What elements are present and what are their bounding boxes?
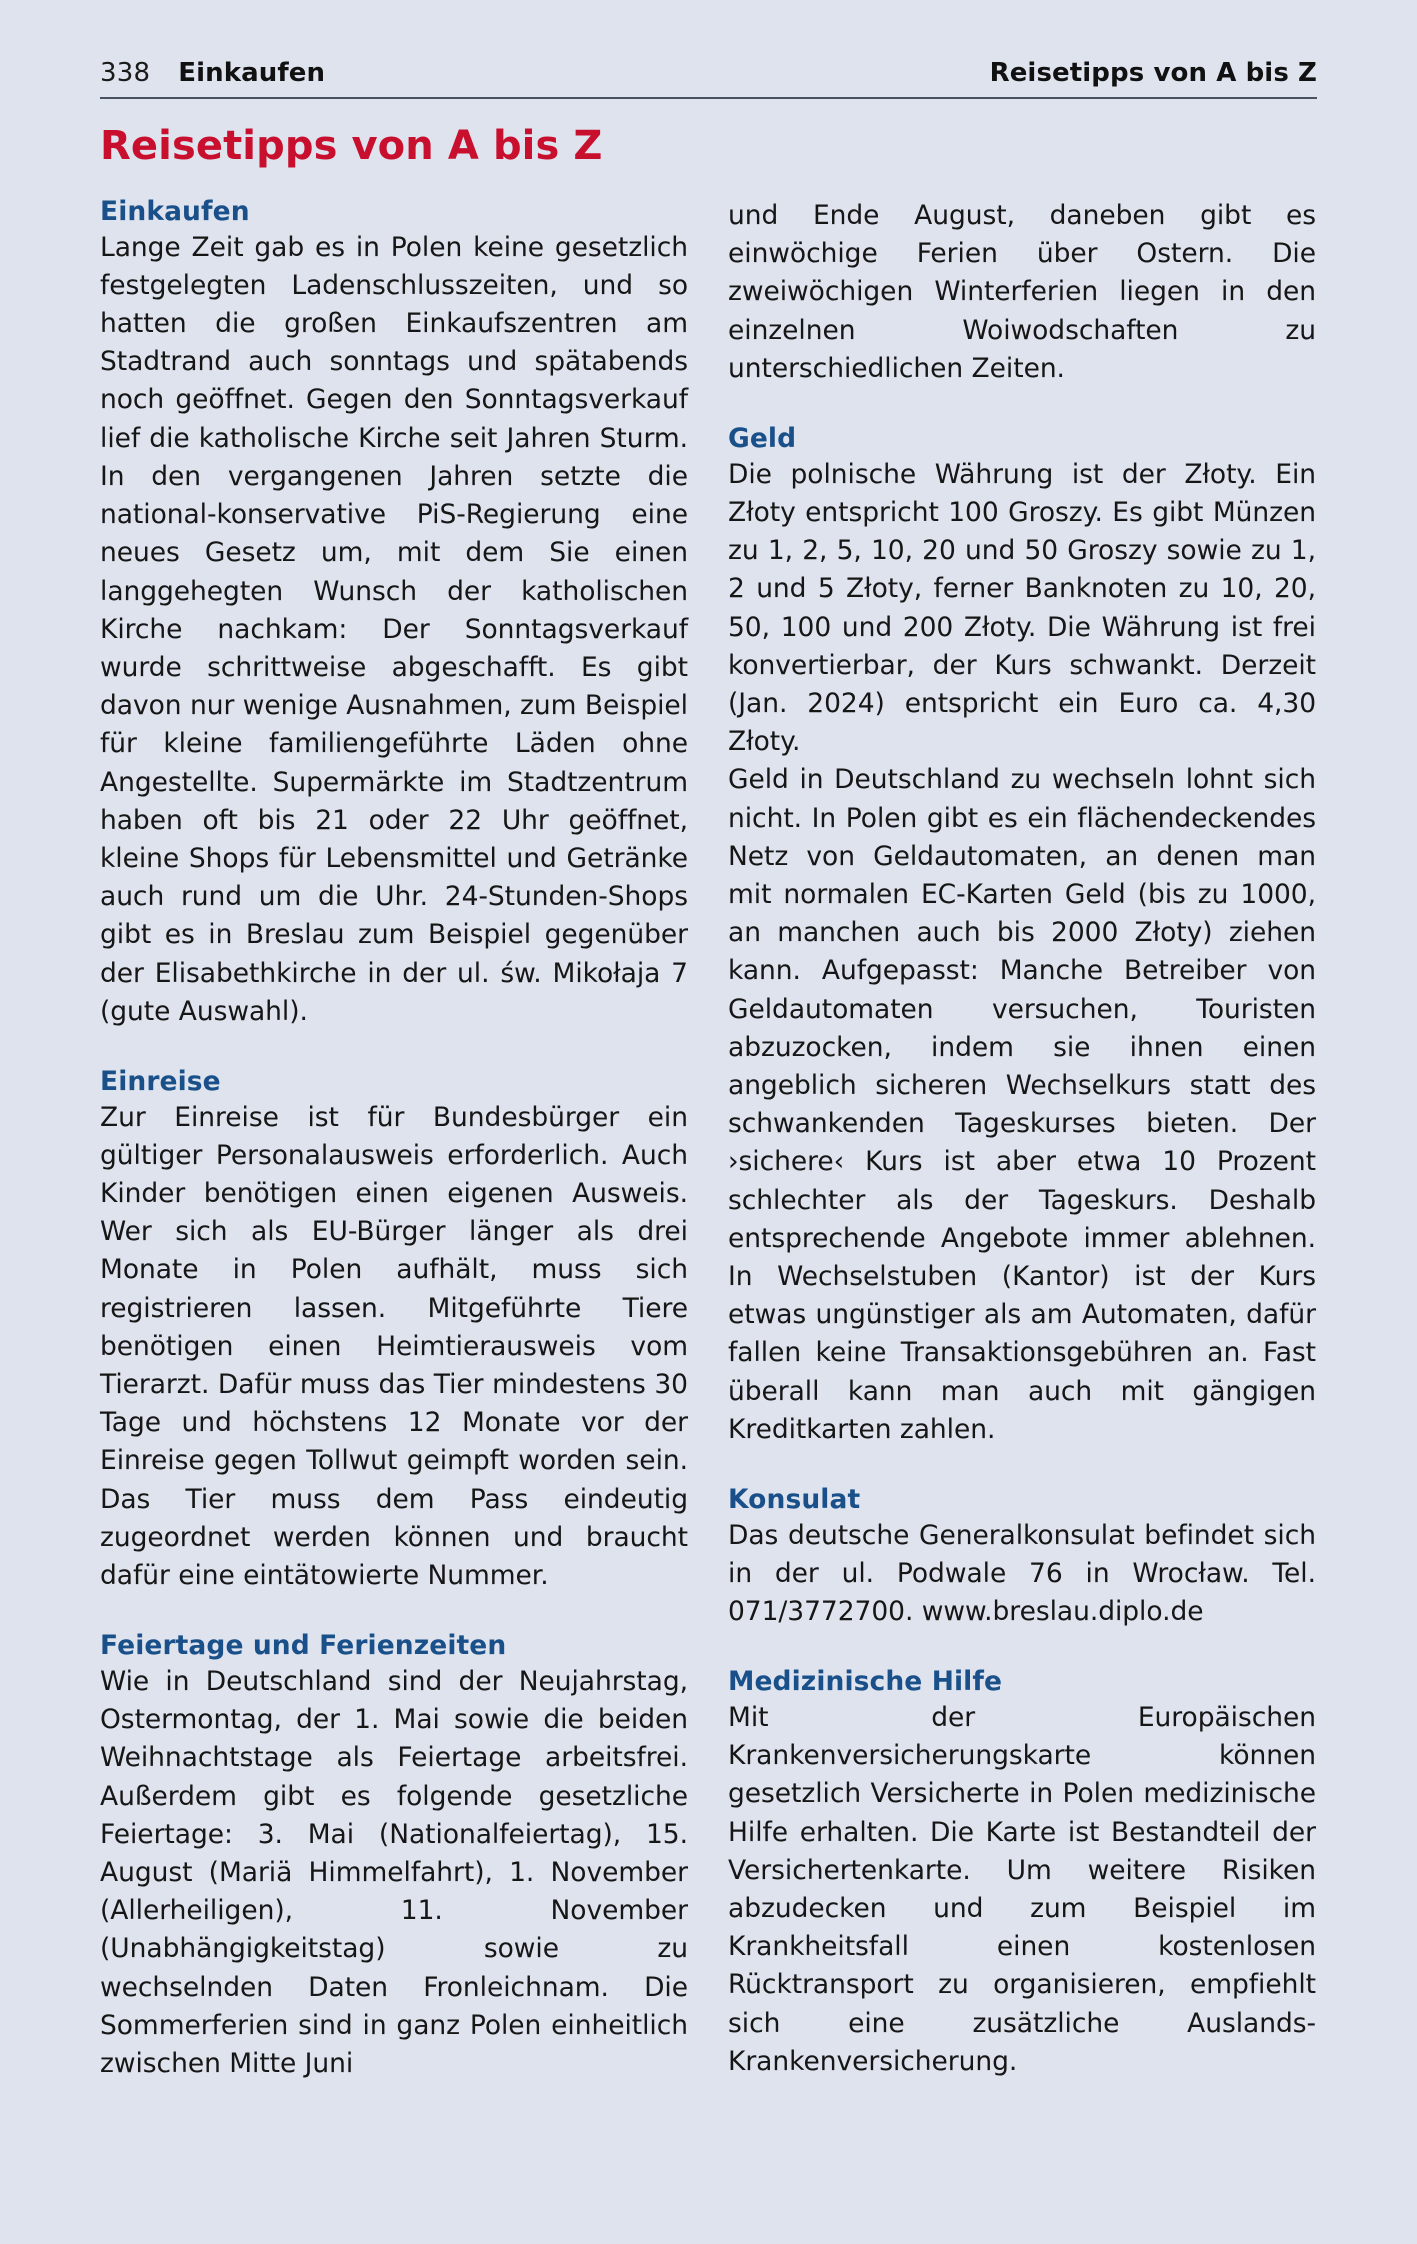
chapter-title: Reisetipps von A bis Z — [100, 123, 603, 169]
section-body-einreise: Zur Einreise ist für Bundesbürger ein gültiger Personalausweis erforderlich. Auch Kinder benötigen einen eigenen Ausweis. Wer sich als EU-Bürger länger als drei Monate in Polen aufhält, muss sich registrieren lassen. Mitgeführte Tiere benötigen einen Heimtierausweis vom Tierarzt. Dafür muss das Tier mindestens 30 Tage und höchstens 12 Monate vor der Einreise gegen Tollwut geimpft worden sein. Das Tier muss dem Pass eindeutig zugeordnet werden können und braucht dafür eine eintätowierte Nummer. — [100, 1101, 688, 1592]
section-body-einkaufen: Lange Zeit gab es in Polen keine gesetzlich festgelegten Ladenschlusszeiten, und so hatten die großen Einkaufszentren am Stadtrand auch sonntags und spätabends noch geöffnet. Gegen den Sonntagsverkauf lief die katholische Kirche seit Jahren Sturm. In den vergangenen Jahren setzte die national-konservative PiS-Regierung eine neues Gesetz um, mit dem Sie einen langgehegten Wunsch der katholischen Kirche nachkam: Der Sonntagsverkauf wurde schrittweise abgeschafft. Es gibt davon nur wenige Ausnahmen, zum Beispiel für kleine familiengeführte Läden ohne Angestellte. Supermärkte im Stadtzentrum haben oft bis 21 oder 22 Uhr geöffnet, kleine Shops für Lebensmittel und Getränke auch rund um die Uhr. 24-Stunden-Shops gibt es in Breslau zum Beispiel gegenüber der Elisabethkirche in der ul. św. Mikołaja 7 (gute Auswahl). — [100, 231, 688, 1027]
running-head — [100, 0, 1317, 99]
section-heading-einkaufen: Einkaufen — [100, 196, 250, 227]
section-body-medizinische-hilfe: Mit der Europäischen Krankenversicherungskarte können gesetzlich Versicherte in Polen medizinische Hilfe erhalten. Die Karte ist Bestandteil der Versichertenkarte. Um weitere Risiken abzudecken und zum Beispiel im Krankheitsfall einen kostenlosen Rücktransport zu organisieren, empfiehlt sich eine zusätzliche Auslands-Krankenversicherung. — [728, 1701, 1316, 2077]
section-body-feiertage-continuation: und Ende August, daneben gibt es einwöchige Ferien über Ostern. Die zweiwöchigen Winterferien liegen in den einzelnen Woiwodschaften zu unterschiedlichen Zeiten. — [728, 200, 1316, 384]
section-heading-einreise: Einreise — [100, 1065, 221, 1097]
section-body-feiertage: Wie in Deutschland sind der Neujahrstag, Ostermontag, der 1. Mai sowie die beiden Weihnachtstage als Feiertage arbeitsfrei. Außerdem gibt es folgende gesetzliche Feiertage: 3. Mai (Nationalfeiertag), 15. August (Mariä Himmelfahrt), 1. November (Allerheiligen), 11. November (Unabhängigkeitstag) sowie zu wechselnden Daten Fronleichnam. Die Sommerferien sind in ganz Polen einheitlich zwischen Mitte Juni — [100, 1665, 688, 2079]
section-body-geld-2: Geld in Deutschland zu wechseln lohnt sich nicht. In Polen gibt es ein flächendeckendes Netz von Geldautomaten, an denen man mit normalen EC-Karten Geld (bis zu 1000, an manchen auch bis 2000 Złoty) ziehen kann. Aufgepasst: Manche Betreiber von Geldautomaten versuchen, Touristen abzuzocken, indem sie ihnen einen angeblich sicheren Wechselkurs statt des schwankenden Tageskurses bieten. Der ›sichere‹ Kurs ist aber etwa 10 Prozent schlechter als der Tageskurs. Deshalb entsprechende Angebote immer ablehnen. In Wechselstuben (Kantor) ist der Kurs etwas ungünstiger als am Automaten, dafür fallen keine Transaktionsgebühren an. Fast überall kann man auch mit gängigen Kreditkarten zahlen. — [728, 764, 1316, 1445]
section-heading-konsulat: Konsulat — [728, 1483, 861, 1515]
running-head-title: Reisetipps von A bis Z — [989, 58, 1317, 88]
running-head-section: Einkaufen — [178, 58, 326, 88]
section-body-konsulat: Das deutsche Generalkonsulat befindet sich in der ul. Podwale 76 in Wrocław. Tel. 071/3772700. www.breslau.diplo.de — [728, 1519, 1316, 1628]
section-heading-feiertage: Feiertage und Ferienzeiten — [100, 1630, 507, 1662]
body-columns — [100, 197, 1317, 2083]
column-left — [100, 197, 688, 2083]
section-heading-medizinische-hilfe: Medizinische Hilfe — [728, 1666, 1003, 1698]
section-heading-geld: Geld — [728, 423, 797, 455]
page-number: 338 — [100, 58, 151, 88]
column-right — [728, 197, 1316, 2083]
section-body-geld-1: Die polnische Währung ist der Złoty. Ein Złoty entspricht 100 Groszy. Es gibt Münzen zu 1, 2, 5, 10, 20 und 50 Groszy sowie zu 1, 2 und 5 Złoty, ferner Banknoten zu 10, 20, 50, 100 und 200 Złoty. Die Währung ist frei konvertierbar, der Kurs schwankt. Derzeit (Jan. 2024) entspricht ein Euro ca. 4,30 Złoty. — [728, 458, 1316, 758]
